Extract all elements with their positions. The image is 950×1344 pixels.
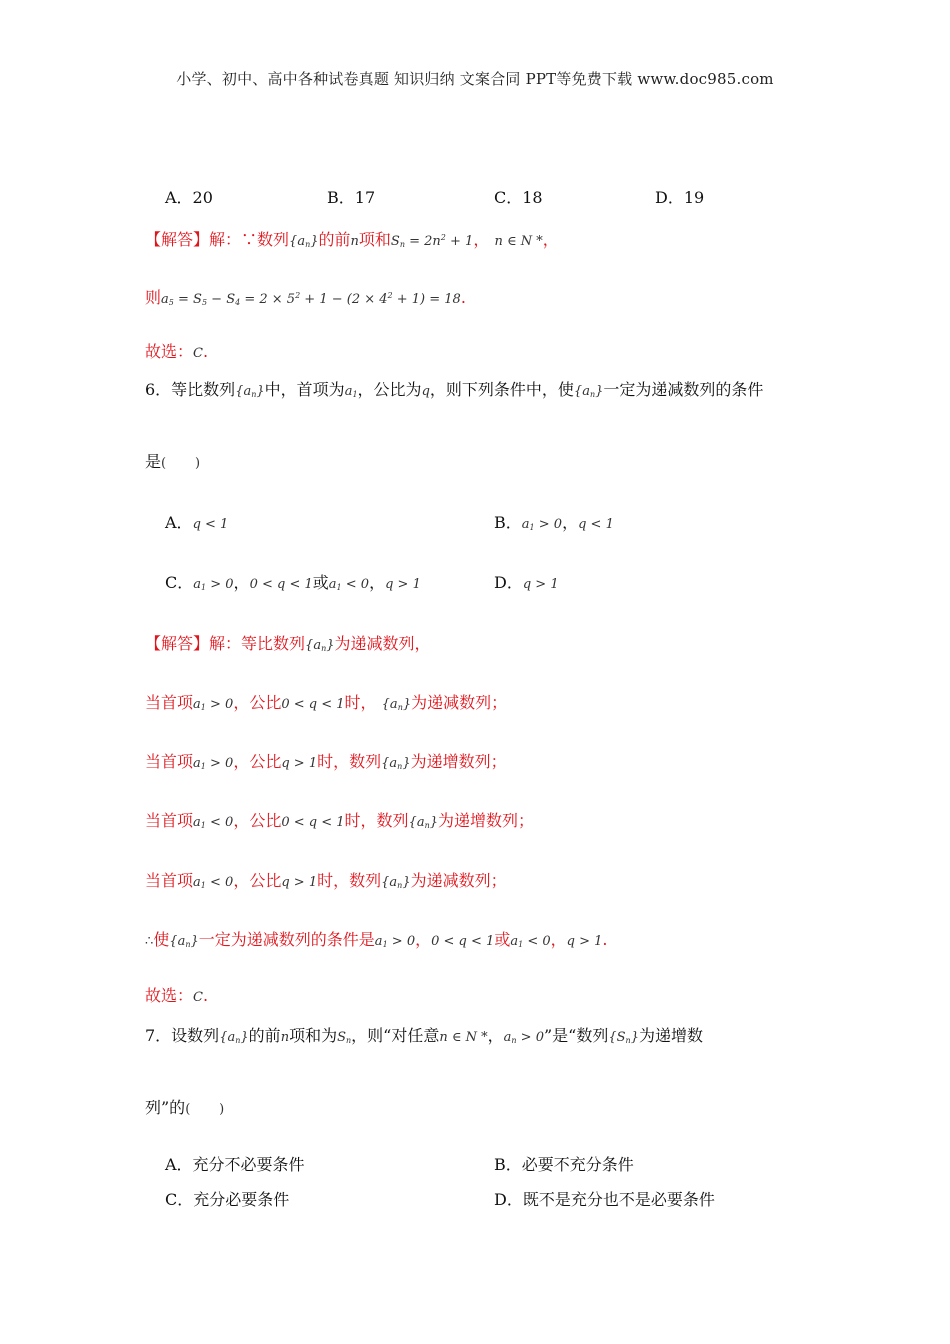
q7-stem-line1: 7．设数列$\{a_n\}$的前n项和为$S_n$，则“对任意n ∈ N *，$a_n > 0$”是“数列$\{S_n\}$为递增数	[145, 1026, 703, 1045]
q7-option-a[interactable]: A．充分不必要条件	[165, 1155, 305, 1174]
q5-answer: 故选：C.	[145, 342, 209, 361]
q5-option-d[interactable]: D．19	[655, 188, 705, 207]
q5-solution-line1: 【解答】解：∵数列$\{a_n\}$的前n项和$S_n = 2n^2 + 1$， n ∈ N *，	[145, 230, 559, 249]
q7-option-c[interactable]: C．充分必要条件	[165, 1190, 290, 1209]
q7-option-b[interactable]: B．必要不充分条件	[494, 1155, 634, 1174]
q6-stem-line2: 是( )	[145, 452, 201, 471]
q6-answer: 故选：C.	[145, 986, 209, 1005]
q5-option-c[interactable]: C．18	[494, 188, 543, 207]
q6-option-b[interactable]: B．$a_1 > 0$，q < 1	[494, 513, 614, 532]
q6-solution-case2: 当首项$a_1 > 0$，公比q > 1时，数列$\{a_n\}$为递增数列；	[145, 752, 507, 771]
q6-solution-case4: 当首项$a_1 < 0$，公比q > 1时，数列$\{a_n\}$为递减数列；	[145, 871, 507, 890]
page-header: 小学、初中、高中各种试卷真题 知识归纳 文案合同 PPT等免费下载 www.doc985.com	[176, 70, 774, 88]
q5-option-b[interactable]: B．17	[327, 188, 376, 207]
q7-stem-line2: 列”的( )	[145, 1098, 225, 1117]
q6-stem-line1: 6．等比数列$\{a_n\}$中，首项为$a_1$，公比为q，则下列条件中，使$\{a_n\}$一定为递减数列的条件	[145, 380, 764, 399]
q6-option-c[interactable]: C．$a_1 > 0$，0 < q < 1或$a_1 < 0$，q > 1	[165, 573, 421, 592]
q5-solution-line2: 则$a_5 = S_5 - S_4 = 2 \times 5^2 + 1 - (2 \times 4^2 + 1) = 18$.	[145, 288, 466, 307]
q7-option-d[interactable]: D．既不是充分也不是必要条件	[494, 1190, 715, 1209]
q6-solution-case1: 当首项$a_1 > 0$，公比0 < q < 1时， $\{a_n\}$为递减数列；	[145, 693, 508, 712]
solution-tag: 【解答】解：	[145, 230, 242, 249]
q6-solution-case3: 当首项$a_1 < 0$，公比0 < q < 1时，数列$\{a_n\}$为递增数列；	[145, 811, 535, 830]
q6-solution-conclusion: ∴使$\{a_n\}$一定为递减数列的条件是$a_1 > 0$，0 < q < 1或$a_1 < 0$，q > 1.	[145, 930, 608, 949]
q6-option-a[interactable]: A．q < 1	[165, 513, 229, 532]
q6-option-d[interactable]: D．q > 1	[494, 573, 559, 592]
q6-solution-line1: 【解答】解：等比数列$\{a_n\}$为递减数列，	[145, 634, 431, 653]
q5-option-a[interactable]: A．20	[165, 188, 213, 207]
solution-tag: 【解答】解：	[145, 634, 242, 653]
